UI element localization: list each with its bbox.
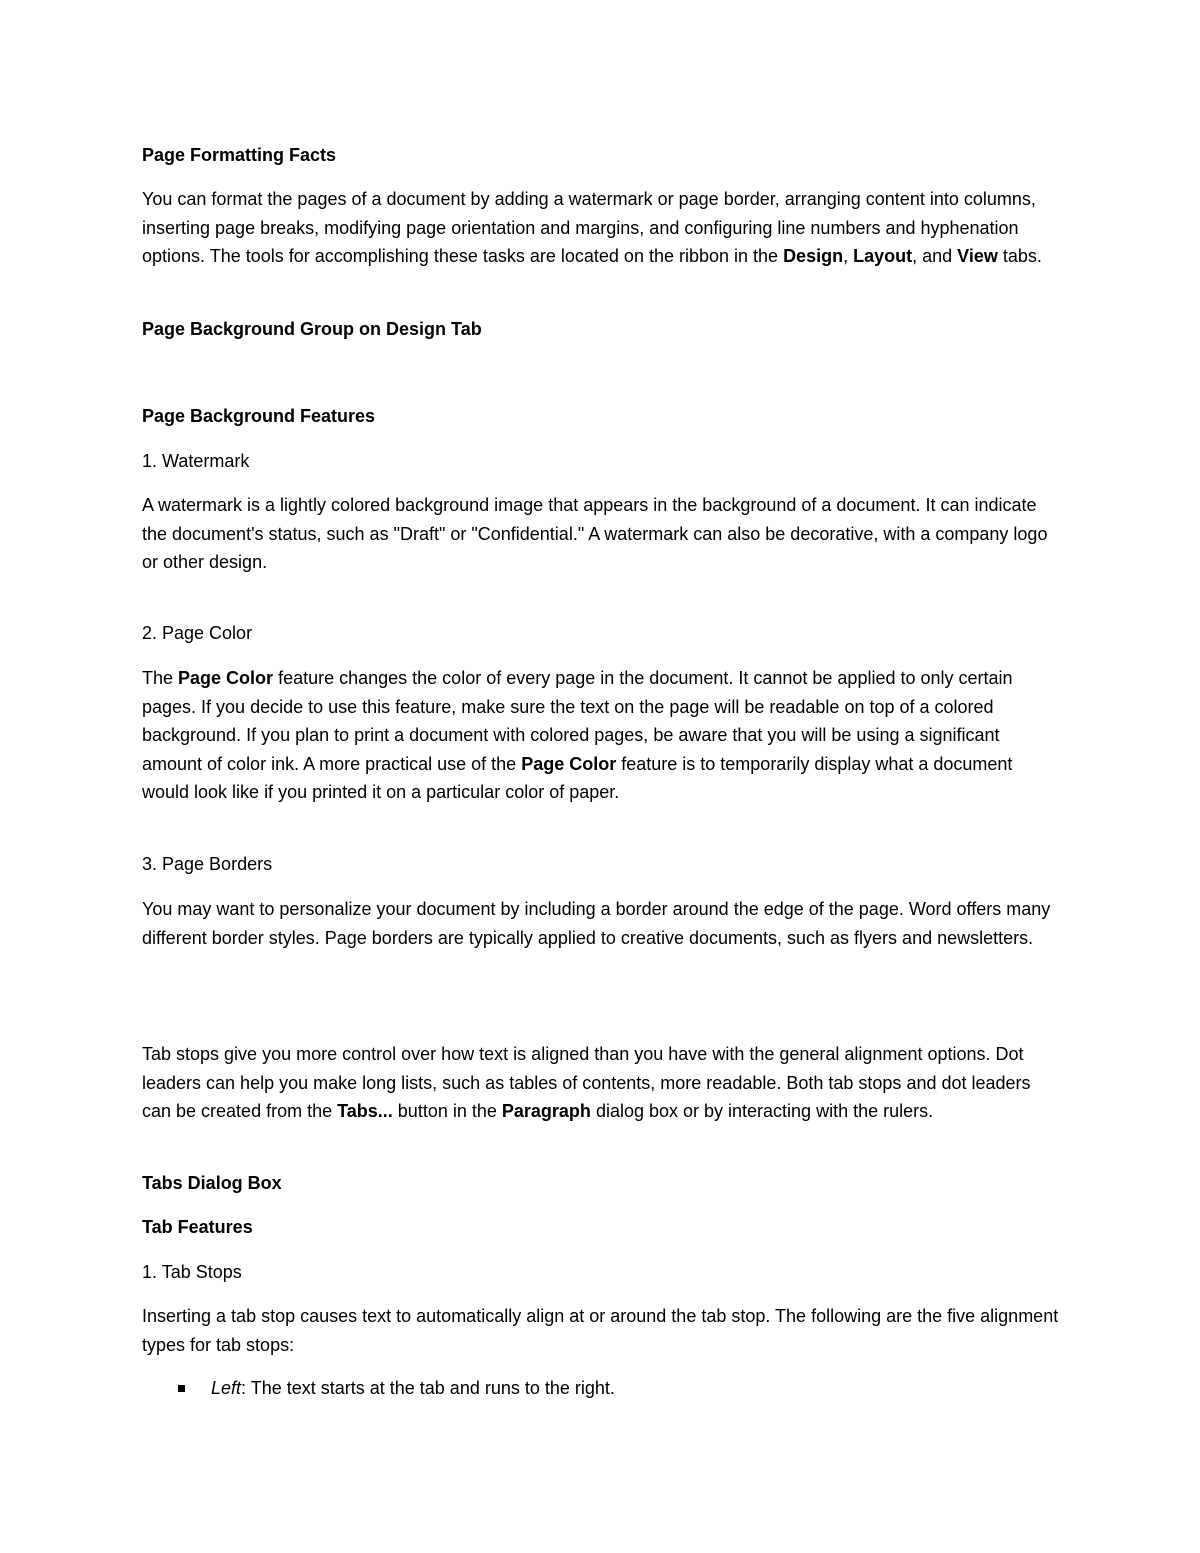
tab-stops-paragraph: Inserting a tab stop causes text to automatically align at or around the tab stop. The following are the five alignment types for tab stops: xyxy=(142,1306,1059,1355)
page-color-text: The xyxy=(142,668,179,688)
page-color-text: feature changes the color of every page in the document. It cannot be applied to only certain pages. If you decide to use this feature, make sure the text on the page will be readable on top of a colored background. If you plan to print a document with colored pages, be aware that you will be using a significant amount of color ink. A more practical use of the xyxy=(142,668,1013,774)
list-item-text: : The text starts at the tab and runs to the right. xyxy=(241,1378,615,1398)
page-color-heading: 2. Page Color xyxy=(142,623,253,643)
left-alignment-term: Left xyxy=(211,1378,242,1398)
design-tab-term: Design xyxy=(783,246,844,266)
page-background-group-heading: Page Background Group on Design Tab xyxy=(142,319,482,339)
page-color-paragraph xyxy=(142,664,1062,807)
intro-separator: , xyxy=(843,246,854,266)
page-background-features-heading: Page Background Features xyxy=(142,406,376,426)
layout-tab-term: Layout xyxy=(853,246,913,266)
paragraph-dialog-term: Paragraph xyxy=(501,1101,591,1121)
document-title: Page Formatting Facts xyxy=(142,145,337,165)
tabs-dialog-box-heading: Tabs Dialog Box xyxy=(142,1173,282,1193)
tab-stops-intro-text: dialog box or by interacting with the rulers. xyxy=(590,1101,934,1121)
intro-separator: , and xyxy=(912,246,958,266)
list-item xyxy=(211,1374,1061,1403)
page-color-text: feature is to temporarily display what a document would look like if you printed it on a particular color of paper. xyxy=(142,753,1013,802)
tab-stops-intro-text: Tab stops give you more control over how text is aligned than you have with the general alignment options. Dot leaders can help you make long lists, such as tables of contents, more readable. Both tab stops and dot leaders can be created from the xyxy=(142,1044,1031,1121)
intro-text-end: tabs. xyxy=(997,246,1042,266)
page-borders-heading: 3. Page Borders xyxy=(142,854,273,874)
intro-paragraph xyxy=(142,185,1062,271)
page-color-term: Page Color xyxy=(521,753,617,774)
tab-stops-heading: 1. Tab Stops xyxy=(142,1262,242,1282)
page-color-term: Page Color xyxy=(178,668,274,688)
tab-stops-intro-paragraph xyxy=(142,1040,1062,1126)
tab-stops-intro-text: button in the xyxy=(392,1101,502,1121)
view-tab-term: View xyxy=(957,246,998,266)
bullet-square-icon xyxy=(178,1385,185,1392)
intro-text: You can format the pages of a document by adding a watermark or page border, arranging content into columns, inserting page breaks, modifying page orientation and margins, and configuring line numbers and hyphenation options. The tools for accomplishing these tasks are located on the ribbon in the xyxy=(142,189,1036,266)
watermark-paragraph: A watermark is a lightly colored background image that appears in the background of a document. It can indicate the document's status, such as "Draft" or "Confidential." A watermark can also be decorative, with a company logo or other design. xyxy=(142,495,1048,572)
tab-features-heading: Tab Features xyxy=(142,1217,253,1237)
watermark-heading: 1. Watermark xyxy=(142,451,250,471)
page-borders-paragraph: You may want to personalize your document by including a border around the edge of the page. Word offers many different border styles. Page borders are typically applied to creative documents, such as flyers and newsletters. xyxy=(142,899,1051,948)
tabs-button-term: Tabs... xyxy=(337,1101,393,1121)
